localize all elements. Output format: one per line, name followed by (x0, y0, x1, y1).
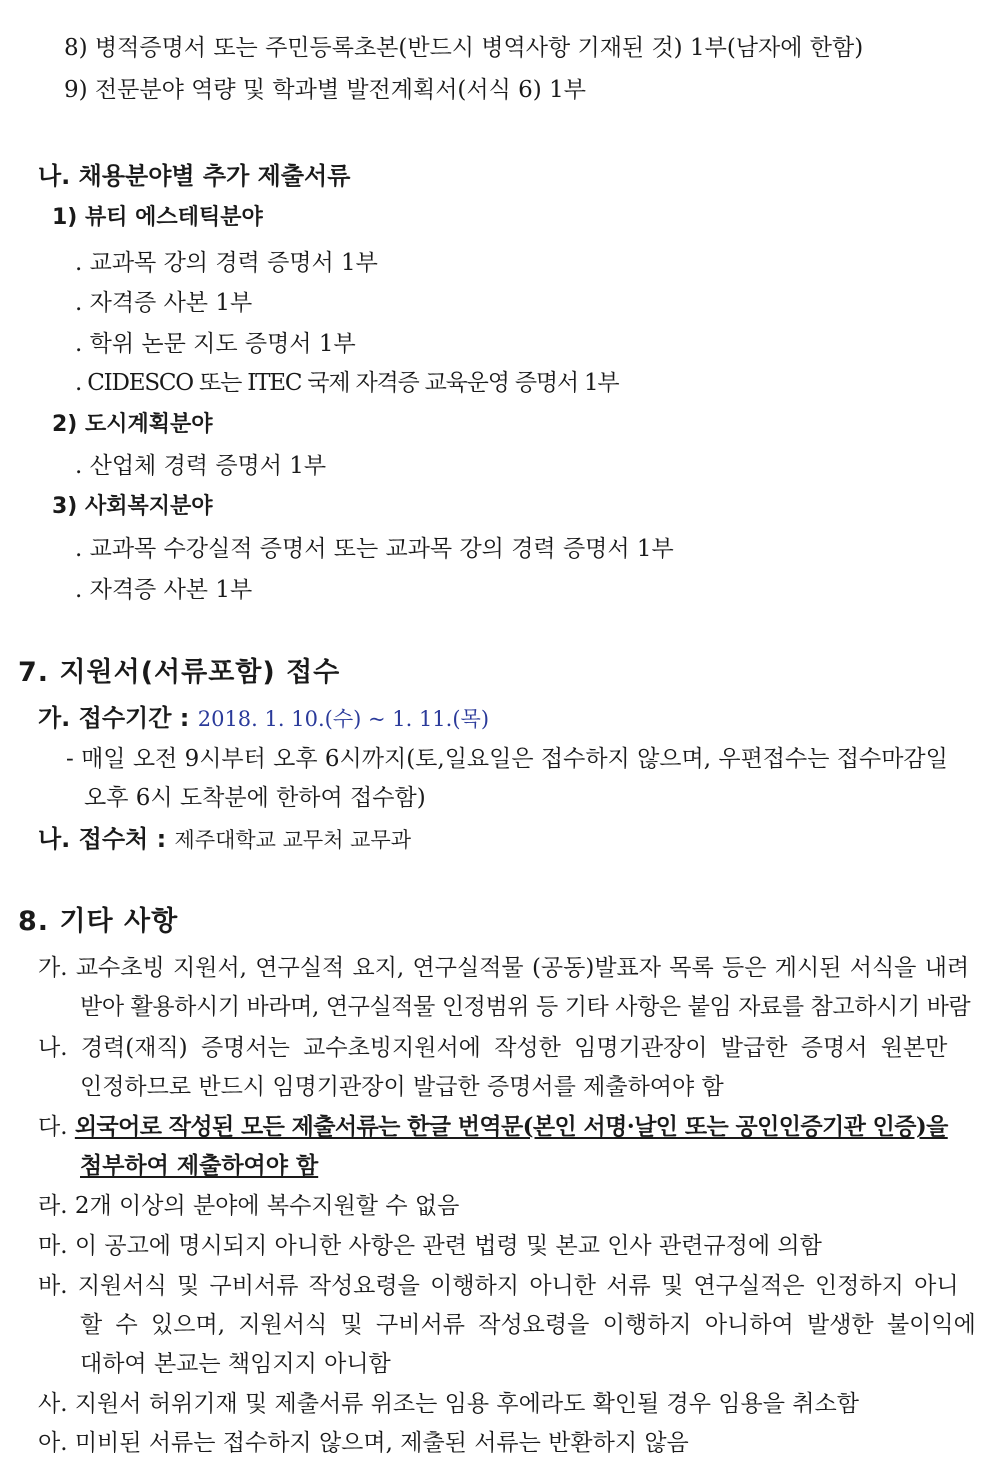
list-item (38, 1112, 948, 1142)
list-item: . 자격증 사본 1부 (75, 290, 253, 316)
receipt-period-label: 가. 접수기간 : (38, 704, 190, 732)
list-item: 바. 지원서식 및 구비서류 작성요령을 이행하지 아니한 서류 및 연구실적은 인정하지 아니 (38, 1273, 959, 1299)
section-heading: 7. 지원서(서류포함) 접수 (18, 657, 341, 688)
receipt-period-value: 2018. 1. 10.(수) ~ 1. 11.(목) (197, 707, 490, 731)
receipt-period-note (66, 744, 978, 774)
list-item: . 교과목 강의 경력 증명서 1부 (75, 250, 378, 276)
list-item: . 학위 논문 지도 증명서 1부 (75, 331, 356, 357)
list-item: 아. 미비된 서류는 접수하지 않으며, 제출된 서류는 반환하지 않음 (38, 1430, 689, 1456)
section-heading: 나. 채용분야별 추가 제출서류 (38, 162, 351, 190)
list-item: 마. 이 공고에 명시되지 아니한 사항은 관련 법령 및 본교 인사 관련규정에 의함 (38, 1233, 822, 1259)
receipt-place-label: 나. 접수처 : (38, 825, 167, 853)
note-text: - 매일 오전 9시부터 오후 6시까지(토,일요일은 접수하지 않으며, 우편접수는 접수마감일 (66, 746, 948, 772)
receipt-place (38, 824, 411, 855)
list-item: 사. 지원서 허위기재 및 제출서류 위조는 임용 후에라도 확인될 경우 임용을 취소함 (38, 1391, 859, 1417)
list-item: 9) 전문분야 역량 및 학과별 발전계획서(서식 6) 1부 (64, 77, 586, 103)
field-title: 1) 뷰티 에스테틱분야 (52, 205, 263, 230)
list-item: . 자격증 사본 1부 (75, 577, 253, 603)
list-item: . 산업체 경력 증명서 1부 (75, 453, 327, 479)
list-item: 라. 2개 이상의 분야에 복수지원할 수 없음 (38, 1193, 460, 1219)
list-item: . 교과목 수강실적 증명서 또는 교과목 강의 경력 증명서 1부 (75, 536, 674, 562)
list-marker: 다. (38, 1114, 68, 1140)
list-item-cont: 대하여 본교는 책임지지 아니함 (80, 1351, 391, 1377)
list-item: 나. 경력(재직) 증명서는 교수초빙지원서에 작성한 임명기관장이 발급한 증명서 원본만 (38, 1035, 948, 1061)
list-item: 8) 병적증명서 또는 주민등록초본(반드시 병역사항 기재된 것) 1부(남자에 한함) (64, 35, 864, 61)
emphasis-text-cont: 첨부하여 제출하여야 함 (80, 1152, 319, 1179)
list-item-cont: 할 수 있으며, 지원서식 및 구비서류 작성요령을 이행하지 아니하여 발생한 불이익에 (80, 1312, 976, 1338)
list-item-cont: 인정하므로 반드시 임명기관장이 발급한 증명서를 제출하여야 함 (80, 1074, 724, 1100)
section-heading: 8. 기타 사항 (18, 906, 179, 937)
field-title: 3) 사회복지분야 (52, 494, 213, 519)
list-item: . CIDESCO 또는 ITEC 국제 자격증 교육운영 증명서 1부 (75, 370, 619, 396)
receipt-period (38, 703, 489, 734)
receipt-place-value: 제주대학교 교무처 교무과 (174, 828, 412, 852)
list-item-cont: 받아 활용하시기 바라며, 연구실적물 인정범위 등 기타 사항은 붙임 자료를 참고하시기 바람 (80, 994, 971, 1020)
receipt-period-note-cont: 오후 6시 도착분에 한하여 접수함) (84, 785, 426, 811)
emphasis-text: 외국어로 작성된 모든 제출서류는 한글 번역문(본인 서명·날인 또는 공인인증기관 인증)을 (74, 1113, 948, 1140)
list-item: 가. 교수초빙 지원서, 연구실적 요지, 연구실적물 (공동)발표자 목록 등은 게시된 서식을 내려 (38, 955, 970, 981)
field-title: 2) 도시계획분야 (52, 412, 213, 437)
